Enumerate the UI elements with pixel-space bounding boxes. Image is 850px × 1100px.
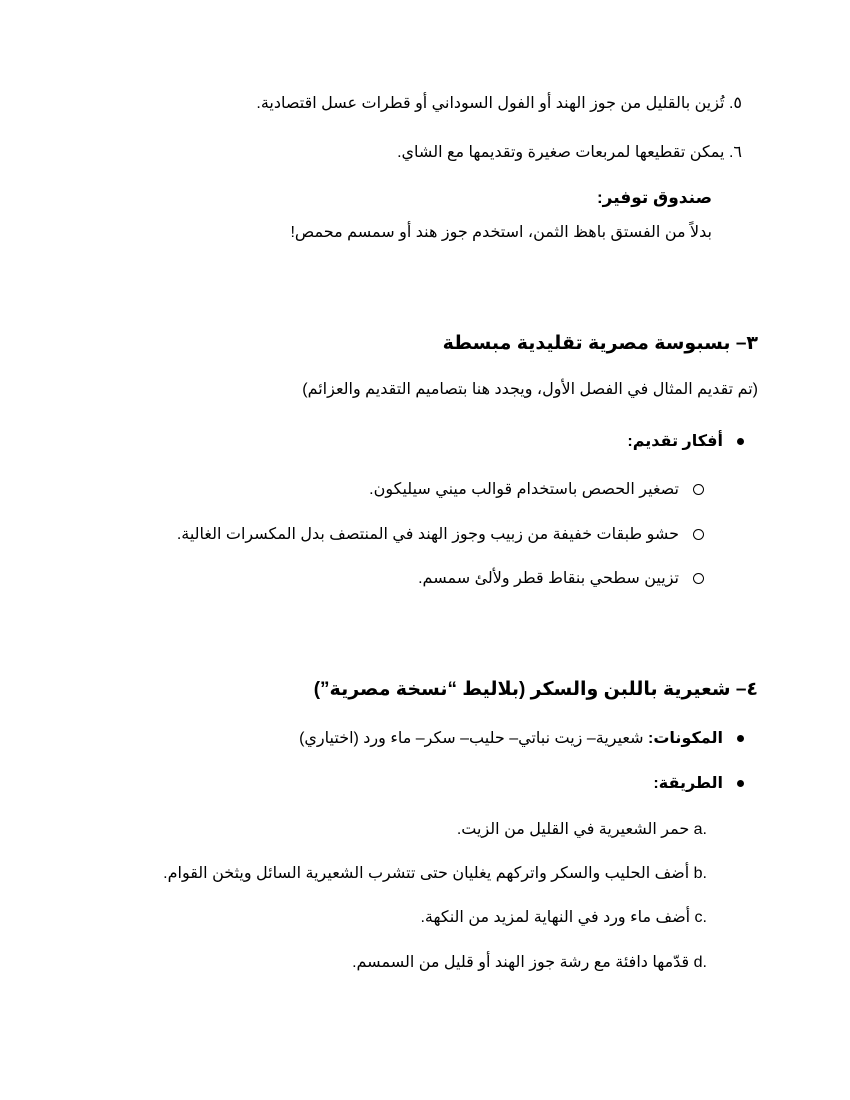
- serving-idea-item: حشو طبقات خفيفة من زبيب وجوز الهند في المنتصف بدل المكسرات الغالية.: [177, 523, 704, 547]
- circle-bullet-icon: [693, 573, 704, 584]
- step-text: أضف ماء ورد في النهاية لمزيد من النكهة.: [420, 909, 691, 926]
- step-text: يمكن تقطيعها لمربعات صغيرة وتقديمها مع الشاي.: [397, 144, 725, 161]
- step-text: أضف الحليب والسكر واتركهم يغليان حتى تتشرب الشعيرية السائل ويثخن القوام.: [163, 865, 690, 882]
- step-text: حمر الشعيرية في القليل من الزيت.: [456, 821, 690, 838]
- step-text: تُزين بالقليل من جوز الهند أو الفول السوداني أو قطرات عسل اقتصادية.: [256, 95, 725, 112]
- method-step-a: [457, 818, 707, 842]
- serving-idea-item: تصغير الحصص باستخدام قوالب ميني سيليكون.: [369, 478, 704, 502]
- step-number: ٥.: [728, 95, 742, 112]
- bullet-dot-icon: [737, 780, 744, 787]
- step-5: [256, 92, 742, 116]
- step-text: قدّمها دافئة مع رشة جوز الهند أو قليل من السمسم.: [352, 954, 690, 971]
- step-letter: b.: [693, 865, 707, 882]
- ingredients-line: [299, 727, 744, 751]
- saving-box-text: بدلاً من الفستق باهظ الثمن، استخدم جوز هند أو سمسم محمص!: [290, 224, 712, 241]
- ingredients-label: المكونات:: [648, 730, 723, 747]
- step-letter: a.: [693, 821, 707, 838]
- section-3-note: (تم تقديم المثال في الفصل الأول، ويجدد هنا بتصاميم التقديم والعزائم): [302, 381, 758, 398]
- ingredients-text: شعيرية– زيت نباتي– حليب– سكر– ماء ورد (اختياري): [299, 730, 644, 747]
- circle-bullet-icon: [693, 529, 704, 540]
- method-step-d: [352, 951, 707, 975]
- method-step-b: [163, 862, 707, 886]
- bullet-dot-icon: [737, 438, 744, 445]
- method-step-c: [420, 906, 707, 930]
- step-number: ٦.: [728, 144, 742, 161]
- bullet-dot-icon: [737, 735, 744, 742]
- section-4-heading: ٤– شعيرية باللبن والسكر (بلاليط “نسخة مصرية”): [313, 679, 758, 700]
- circle-bullet-icon: [693, 484, 704, 495]
- step-letter: d.: [693, 954, 707, 971]
- saving-box-title: صندوق توفير:: [596, 188, 712, 207]
- step-6: [397, 141, 742, 165]
- method-label: الطريقة:: [653, 772, 744, 796]
- serving-ideas-label: أفكار تقديم:: [627, 430, 744, 454]
- step-letter: c.: [694, 909, 707, 926]
- serving-idea-item: تزيين سطحي بنقاط قطر ولألئ سمسم.: [418, 567, 704, 591]
- section-3-heading: ٣– بسبوسة مصرية تقليدية مبسطة: [442, 333, 758, 354]
